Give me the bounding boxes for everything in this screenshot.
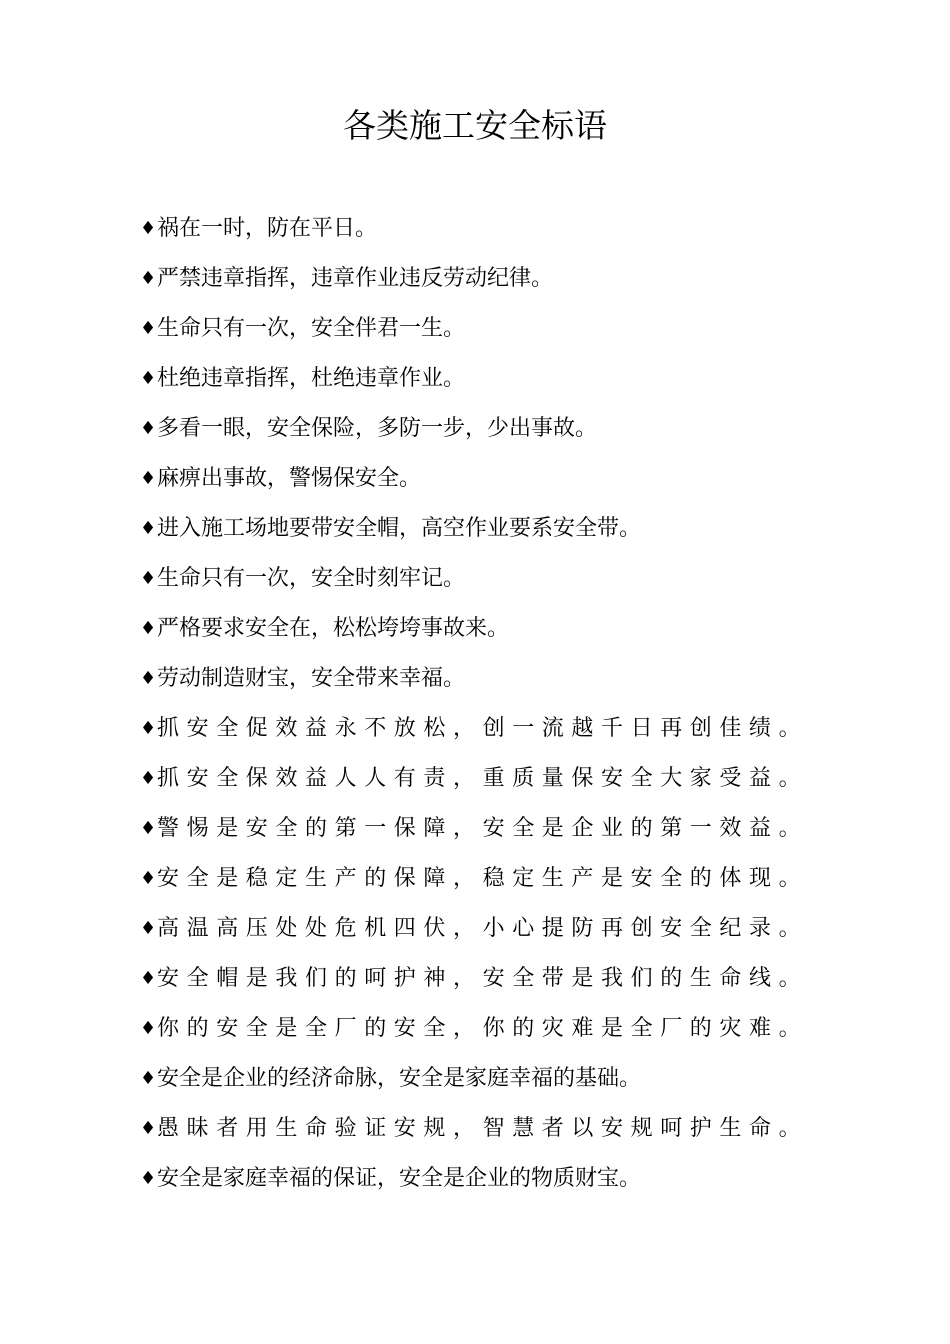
slogan-text: 生命只有一次，安全时刻牢记。	[157, 566, 466, 591]
diamond-bullet-icon: ♦	[140, 818, 157, 839]
list-item	[140, 854, 820, 904]
diamond-bullet-icon: ♦	[140, 868, 157, 889]
diamond-bullet-icon: ♦	[140, 918, 157, 939]
slogan-text: 愚昧者用生命验证安规，智慧者以安规呵护生命。	[157, 1116, 809, 1141]
slogan-text: 安全是稳定生产的保障，稳定生产是安全的体现。	[157, 866, 809, 891]
slogan-text: 劳动制造财宝，安全带来幸福。	[157, 666, 466, 691]
diamond-bullet-icon: ♦	[140, 368, 157, 389]
slogan-text: 警惕是安全的第一保障，安全是企业的第一效益。	[157, 816, 809, 841]
list-item	[140, 704, 820, 754]
list-item	[140, 254, 820, 304]
slogan-text: 严禁违章指挥，违章作业违反劳动纪律。	[157, 266, 554, 291]
list-item	[140, 454, 820, 504]
diamond-bullet-icon: ♦	[140, 1118, 157, 1139]
slogan-text: 安全是家庭幸福的保证，安全是企业的物质财宝。	[157, 1166, 642, 1191]
slogan-text: 杜绝违章指挥，杜绝违章作业。	[157, 366, 466, 391]
diamond-bullet-icon: ♦	[140, 1018, 157, 1039]
list-item	[140, 554, 820, 604]
diamond-bullet-icon: ♦	[140, 668, 157, 689]
list-item	[140, 404, 820, 454]
list-item	[140, 1154, 820, 1204]
diamond-bullet-icon: ♦	[140, 618, 157, 639]
slogan-text: 多看一眼，安全保险，多防一步，少出事故。	[157, 416, 598, 441]
slogan-text: 你的安全是全厂的安全，你的灾难是全厂的灾难。	[157, 1016, 809, 1041]
list-item	[140, 1004, 820, 1054]
list-item	[140, 654, 820, 704]
slogan-list	[140, 204, 820, 1204]
diamond-bullet-icon: ♦	[140, 768, 157, 789]
list-item	[140, 904, 820, 954]
list-item	[140, 1104, 820, 1154]
slogan-text: 麻痹出事故，警惕保安全。	[157, 466, 422, 491]
diamond-bullet-icon: ♦	[140, 318, 157, 339]
diamond-bullet-icon: ♦	[140, 568, 157, 589]
list-item	[140, 804, 820, 854]
slogan-text: 抓安全保效益人人有责，重质量保安全大家受益。	[157, 766, 809, 791]
diamond-bullet-icon: ♦	[140, 468, 157, 489]
slogan-text: 抓安全促效益永不放松，创一流越千日再创佳绩。	[157, 716, 809, 741]
diamond-bullet-icon: ♦	[140, 968, 157, 989]
list-item	[140, 754, 820, 804]
slogan-text: 安全帽是我们的呵护神，安全带是我们的生命线。	[157, 966, 809, 991]
diamond-bullet-icon: ♦	[140, 418, 157, 439]
diamond-bullet-icon: ♦	[140, 1168, 157, 1189]
diamond-bullet-icon: ♦	[140, 268, 157, 289]
slogan-text: 严格要求安全在，松松垮垮事故来。	[157, 616, 510, 641]
slogan-text: 高温高压处处危机四伏，小心提防再创安全纪录。	[157, 916, 809, 941]
slogan-text: 进入施工场地要带安全帽，高空作业要系安全带。	[157, 516, 642, 541]
slogan-text: 祸在一时，防在平日。	[157, 216, 378, 241]
list-item	[140, 354, 820, 404]
list-item	[140, 304, 820, 354]
diamond-bullet-icon: ♦	[140, 1068, 157, 1089]
slogan-text: 安全是企业的经济命脉，安全是家庭幸福的基础。	[157, 1066, 642, 1091]
list-item	[140, 604, 820, 654]
slogan-text: 生命只有一次，安全伴君一生。	[157, 316, 466, 341]
list-item	[140, 504, 820, 554]
list-item	[140, 204, 820, 254]
page-title: 各类施工安全标语	[343, 106, 607, 145]
list-item	[140, 1054, 820, 1104]
diamond-bullet-icon: ♦	[140, 518, 157, 539]
diamond-bullet-icon: ♦	[140, 218, 157, 239]
diamond-bullet-icon: ♦	[140, 718, 157, 739]
list-item	[140, 954, 820, 1004]
